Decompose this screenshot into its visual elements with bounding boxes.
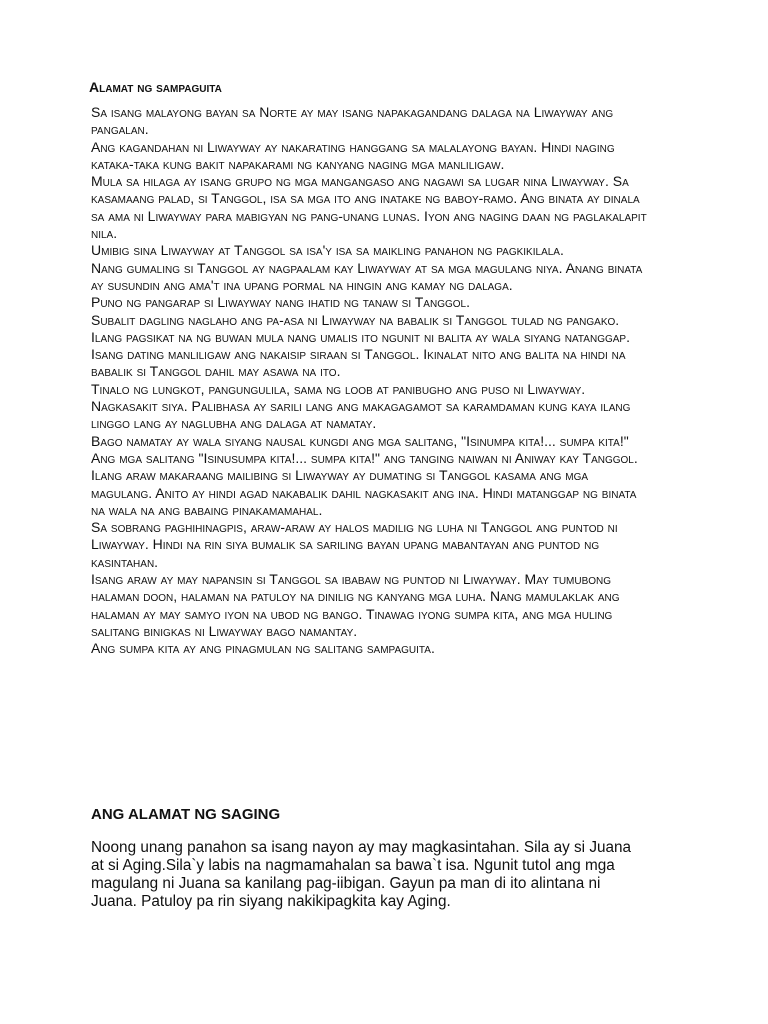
story-paragraph: Ang mga salitang "Isinusumpa kita!... sumpa kita!" ang tanging naiwan ni Aniway kay Tanggol. (91, 449, 638, 466)
sampaguita-title: Alamat ng sampaguita (89, 79, 222, 95)
story-paragraph: Bago namatay ay wala siyang nausal kungdi ang mga salitang, "Isinumpa kita!... sumpa kita!" (91, 432, 629, 449)
story-paragraph: Mula sa hilaga ay isang grupo ng mga mangangaso ang nagawi sa lugar nina Liwayway. Sa kasamaang palad, si Tanggol, isa sa mga ito ang inatake ng baboy-ramo. Ang binata ay dinala sa ama ni Liwayway para mabigyan ng pang-unang lunas. Iyon ang naging daan ng paglakalapit nila. (91, 173, 647, 242)
story-paragraph: Sa sobrang paghihinagpis, araw-araw ay halos madilig ng luha ni Tanggol ang puntod ni Liwayway. Hindi na rin siya bumalik sa sariling bayan upang mabantayan ang puntod ng kasintahan. (91, 519, 618, 570)
saging-title: ANG ALAMAT NG SAGING (91, 806, 281, 823)
story-paragraph: Isang dating manliligaw ang nakaisip siraan si Tanggol. Ikinalat nito ang balita na hindi na babalik si Tanggol dahil may asawa na ito. (91, 346, 626, 380)
story-paragraph: Puno ng pangarap si Liwayway nang ihatid ng tanaw si Tanggol. (91, 294, 470, 311)
story-paragraph: Umibig sina Liwayway at Tanggol sa isa'y isa sa maikling panahon ng pagkikilala. (91, 242, 564, 259)
story-paragraph: Sa isang malayong bayan sa Norte ay may isang napakagandang dalaga na Liwayway ang pangalan. (91, 104, 614, 138)
sampaguita-story (91, 104, 651, 658)
story-paragraph: Ang sumpa kita ay ang pinagmulan ng salitang sampaguita. (91, 640, 435, 657)
saging-paragraph: Noong unang panahon sa isang nayon ay may magkasintahan. Sila ay si Juana at si Aging.Sila`y labis na nagmamahalan sa bawa`t isa. Ngunit tutol ang mga magulang ni Juana sa kanilang pag-iibigan. Gayun pa man di ito alintana ni Juana. Patuloy pa rin siyang nakikipagkita kay Aging. (91, 839, 632, 910)
story-paragraph: Subalit dagling naglaho ang pa-asa ni Liwayway na babalik si Tanggol tulad ng pangako. Ilang pagsikat na ng buwan mula nang umalis ito ngunit ni balita ay wala siyang natanggap. (91, 311, 630, 345)
story-paragraph: Ang kagandahan ni Liwayway ay nakarating hanggang sa malalayong bayan. Hindi naging kataka-taka kung bakit napakarami ng kanyang naging mga manliligaw. (91, 138, 615, 172)
story-paragraph: Nang gumaling si Tanggol ay nagpaalam kay Liwayway at sa mga magulang niya. Anang binata ay susundin ang ama't ina upang pormal na hingin ang kamay ng dalaga. (91, 259, 643, 293)
story-paragraph: Ilang araw makaraang mailibing si Liwayway ay dumating si Tanggol kasama ang mga magulang. Anito ay hindi agad nakabalik dahil nagkasakit ang ina. Hindi matanggap ng binata na wala na ang babaing pinakamamahal. (91, 467, 637, 518)
story-paragraph: Tinalo ng lungkot, pangungulila, sama ng loob at panibugho ang puso ni Liwayway. Nagkasakit siya. Palibhasa ay sarili lang ang makagagamot sa karamdaman kung kaya ilang linggo lang ay naglubha ang dalaga at namatay. (91, 380, 631, 432)
story-paragraph: Isang araw ay may napansin si Tanggol sa ibabaw ng puntod ni Liwayway. May tumubong halaman doon, halaman na patuloy na dinilig ng kanyang mga luha. Nang mamulaklak ang halaman ay may samyo iyon na ubod ng bango. Tinawag iyong sumpa kita, ang mga huling salitang binigkas ni Liwayway bago namantay. (91, 571, 620, 639)
